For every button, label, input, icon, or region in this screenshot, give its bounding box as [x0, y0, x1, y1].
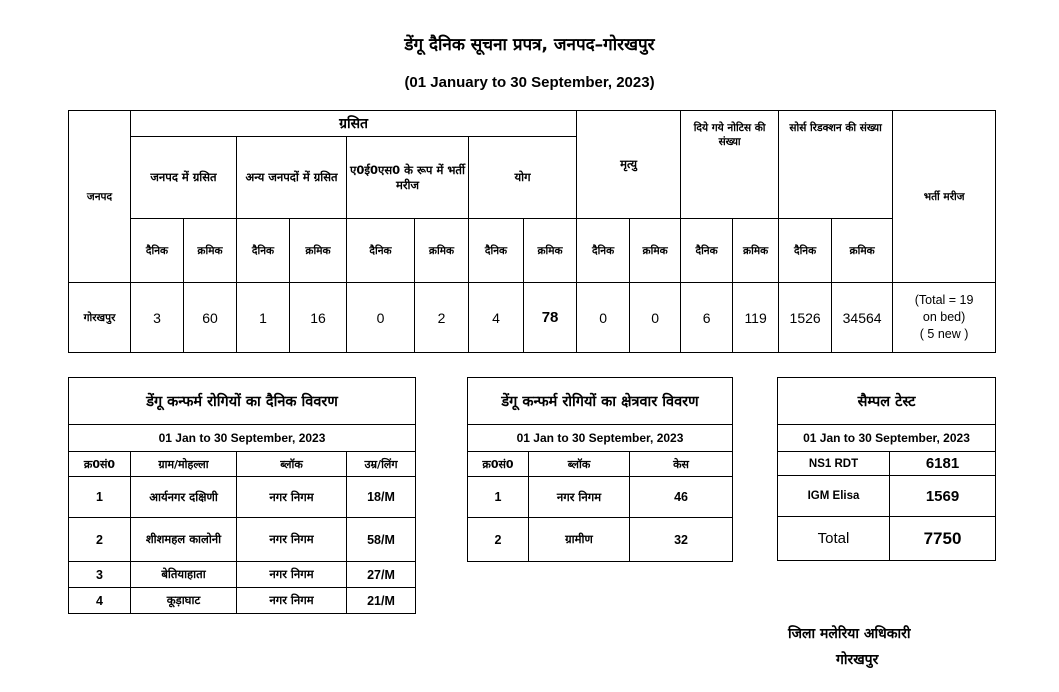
- admitted-line: on bed): [922, 310, 966, 324]
- header-local: जनपद में ग्रसित: [131, 137, 237, 219]
- col-header-cases: केस: [630, 452, 733, 477]
- cell-serial: 1: [468, 477, 529, 518]
- header-daily: दैनिक: [779, 219, 832, 283]
- header-other-district: अन्य जनपदों में ग्रसित: [237, 137, 347, 219]
- header-daily: दैनिक: [469, 219, 524, 283]
- cell-test-count: 6181: [890, 452, 996, 476]
- cell-source-cumulative: 34564: [832, 283, 893, 353]
- col-header-block: ब्लॉक: [529, 452, 630, 477]
- cell-local-cumulative: 60: [184, 283, 237, 353]
- cell-village: आर्यनगर दक्षिणी: [131, 477, 237, 518]
- row-district: गोरखपुर: [69, 283, 131, 353]
- header-daily: दैनिक: [347, 219, 415, 283]
- header-daily: दैनिक: [131, 219, 184, 283]
- daily-detail-period: 01 Jan to 30 September, 2023: [69, 425, 416, 452]
- cell-aes-cumulative: 2: [415, 283, 469, 353]
- sample-test-title: सैम्पल टेस्ट: [778, 378, 996, 425]
- cell-serial: 3: [69, 562, 131, 588]
- cell-block: नगर निगम: [237, 518, 347, 562]
- daily-detail-table: [68, 377, 416, 614]
- cell-serial: 2: [69, 518, 131, 562]
- header-aes: ए0ई0एस0 के रूप में भर्ती मरीज: [347, 137, 469, 219]
- col-header-serial: क्र0सं0: [468, 452, 529, 477]
- cell-other-cumulative: 16: [290, 283, 347, 353]
- header-cumulative: क्रमिक: [524, 219, 577, 283]
- cell-block: नगर निगम: [237, 588, 347, 614]
- cell-test-count: 7750: [890, 517, 996, 561]
- table-row: [69, 562, 416, 588]
- page-period: (01 January to 30 September, 2023): [404, 74, 655, 91]
- header-cumulative: क्रमिक: [415, 219, 469, 283]
- area-detail-table: [467, 377, 733, 562]
- cell-age-sex: 18/M: [347, 477, 416, 518]
- table-row: [69, 518, 416, 562]
- cell-cases: 32: [630, 518, 733, 562]
- cell-serial: 2: [468, 518, 529, 562]
- admitted-line: (Total = 19: [914, 293, 974, 307]
- cell-other-daily: 1: [237, 283, 290, 353]
- header-daily: दैनिक: [681, 219, 733, 283]
- cell-notice-daily: 6: [681, 283, 733, 353]
- col-header-block: ब्लॉक: [237, 452, 347, 477]
- cell-block: नगर निगम: [237, 562, 347, 588]
- cell-serial: 1: [69, 477, 131, 518]
- header-cumulative: क्रमिक: [733, 219, 779, 283]
- cell-death-cumulative: 0: [630, 283, 681, 353]
- area-detail-period: 01 Jan to 30 September, 2023: [468, 425, 733, 452]
- daily-detail-title: डेंगू कन्फर्म रोगियों का दैनिक विवरण: [69, 378, 416, 425]
- cell-serial: 4: [69, 588, 131, 614]
- header-daily: दैनिक: [577, 219, 630, 283]
- cell-age-sex: 21/M: [347, 588, 416, 614]
- page-title: डेंगू दैनिक सूचना प्रपत्र, जनपद–गोरखपुर: [404, 35, 655, 55]
- col-header-age-sex: उम्र/लिंग: [347, 452, 416, 477]
- header-total: योग: [469, 137, 577, 219]
- header-daily: दैनिक: [237, 219, 290, 283]
- sample-test-table: [777, 377, 996, 561]
- signature-district: गोरखपुर: [836, 652, 879, 668]
- cell-cases: 46: [630, 477, 733, 518]
- header-district: जनपद: [69, 111, 131, 283]
- cell-total-daily: 4: [469, 283, 524, 353]
- table-row: [778, 476, 996, 517]
- cell-total-cumulative: 78: [524, 283, 577, 353]
- col-header-village: ग्राम/मोहल्ला: [131, 452, 237, 477]
- header-cumulative: क्रमिक: [630, 219, 681, 283]
- cell-age-sex: 58/M: [347, 518, 416, 562]
- cell-source-daily: 1526: [779, 283, 832, 353]
- cell-age-sex: 27/M: [347, 562, 416, 588]
- cell-admitted: [893, 283, 996, 353]
- cell-test-name: NS1 RDT: [778, 452, 890, 476]
- col-header-serial: क्र0सं0: [69, 452, 131, 477]
- header-death: मृत्यु: [577, 111, 681, 219]
- cell-test-name: IGM Elisa: [778, 476, 890, 517]
- header-cumulative: क्रमिक: [290, 219, 347, 283]
- cell-village: शीशमहल कालोनी: [131, 518, 237, 562]
- header-notice: दिये गये नोटिस की संख्या: [681, 111, 779, 219]
- admitted-line: ( 5 new ): [919, 327, 969, 341]
- header-admitted: भर्ती मरीज: [893, 111, 996, 283]
- header-cumulative: क्रमिक: [832, 219, 893, 283]
- cell-notice-cumulative: 119: [733, 283, 779, 353]
- table-row: [69, 283, 996, 353]
- cell-test-count: 1569: [890, 476, 996, 517]
- cell-block: नगर निगम: [237, 477, 347, 518]
- cell-local-daily: 3: [131, 283, 184, 353]
- table-row: [778, 517, 996, 561]
- cell-block: ग्रामीण: [529, 518, 630, 562]
- header-grasit: ग्रसित: [131, 111, 577, 137]
- area-detail-title: डेंगू कन्फर्म रोगियों का क्षेत्रवार विवरण: [468, 378, 733, 425]
- cell-village: बेतियाहाता: [131, 562, 237, 588]
- table-row: [69, 588, 416, 614]
- signature-designation: जिला मलेरिया अधिकारी: [788, 626, 911, 642]
- header-cumulative: क्रमिक: [184, 219, 237, 283]
- cell-aes-daily: 0: [347, 283, 415, 353]
- header-source-reduction: सोर्स रिडक्शन की संख्या: [779, 111, 893, 219]
- table-row: [778, 452, 996, 476]
- cell-death-daily: 0: [577, 283, 630, 353]
- table-row: [468, 518, 733, 562]
- table-row: [69, 477, 416, 518]
- table-row: [468, 477, 733, 518]
- cell-block: नगर निगम: [529, 477, 630, 518]
- sample-test-period: 01 Jan to 30 September, 2023: [778, 425, 996, 452]
- cell-village: कूड़ाघाट: [131, 588, 237, 614]
- dengue-summary-table: [68, 110, 996, 353]
- cell-test-name: Total: [778, 517, 890, 561]
